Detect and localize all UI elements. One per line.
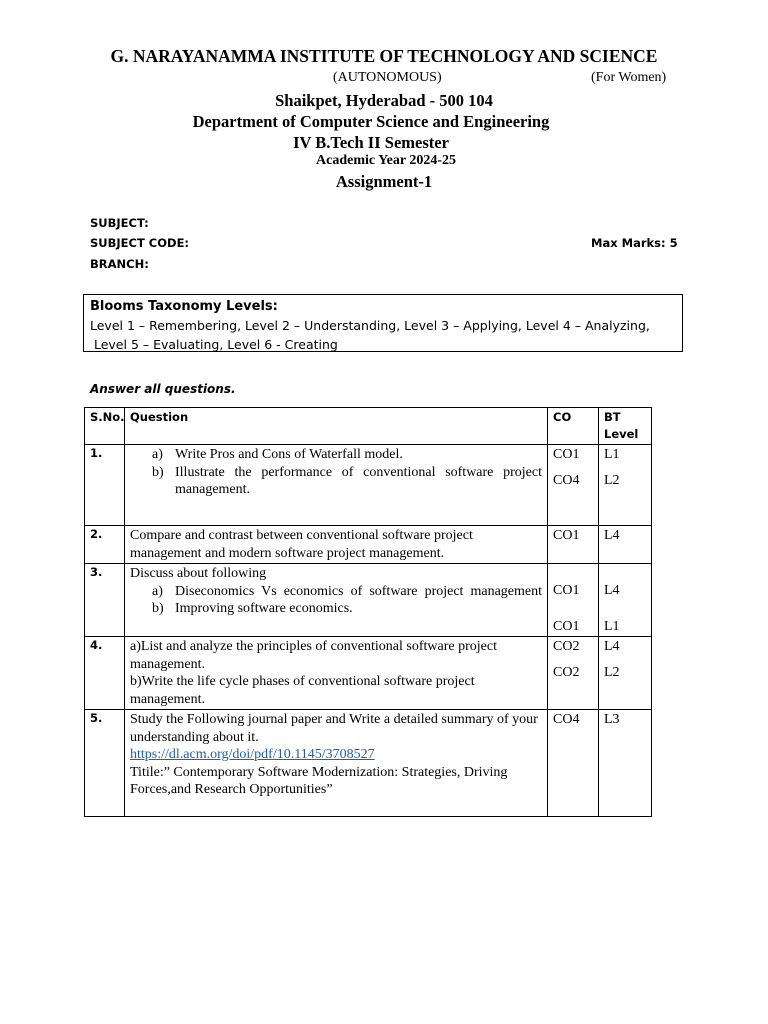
question-intro: Discuss about following [130, 566, 267, 581]
assignment-title: Assignment-1 [335, 172, 433, 191]
sub-question-b: b)Write the life cycle phases of conventional software project management. [130, 674, 475, 707]
paper-title: Titile:” Contemporary Software Modernization: Strategies, Driving Forces,and Research Opportunities” [130, 764, 508, 797]
row-co [548, 445, 599, 526]
row-bt-level [599, 564, 652, 637]
journal-link[interactable]: https://dl.acm.org/doi/pdf/10.1145/3708527 [130, 747, 375, 762]
row-bt-level: L3 [599, 710, 652, 817]
row-sno: 5. [85, 710, 125, 817]
blooms-title: Blooms Taxonomy Levels: [90, 299, 278, 314]
bt-value: L4 [604, 639, 620, 654]
co-value: CO2 [553, 664, 580, 680]
sub-question-b: Illustrate the performance of conventional software project management. [175, 464, 542, 497]
sub-question-a: Diseconomics Vs economics of software project management [175, 583, 542, 599]
header-bt-level: BT Level [599, 408, 652, 445]
sub-question-a: a)List and analyze the principles of conventional software project management. [130, 639, 497, 672]
header-question: Question [125, 408, 548, 445]
row-co: CO4 [548, 710, 599, 817]
table-row [85, 710, 652, 817]
row-question [125, 637, 548, 710]
table-row [85, 445, 652, 526]
table-header-row [85, 408, 652, 445]
co-value: CO4 [553, 472, 580, 488]
table-row [85, 637, 652, 710]
row-sno: 4. [85, 637, 125, 710]
co-value: CO1 [553, 583, 580, 598]
blooms-levels-line-2: Level 5 – Evaluating, Level 6 - Creating [90, 337, 338, 352]
header-co: CO [548, 408, 599, 445]
row-question [125, 710, 548, 817]
bt-value: L1 [604, 618, 620, 634]
max-marks-label: Max Marks: 5 [591, 236, 678, 250]
row-sno: 2. [85, 526, 125, 564]
row-question [125, 445, 548, 526]
bt-value: L2 [604, 664, 620, 680]
row-co [548, 564, 599, 637]
branch-label: BRANCH: [90, 257, 149, 271]
blooms-levels-line-1: Level 1 – Remembering, Level 2 – Understanding, Level 3 – Applying, Level 4 – Analyzing, [90, 318, 650, 333]
subject-label: SUBJECT: [90, 216, 149, 230]
sub-marker: a) [152, 447, 163, 462]
row-sno: 1. [85, 445, 125, 526]
academic-year: Academic Year 2024-25 [316, 153, 456, 168]
institute-address: Shaikpet, Hyderabad - 500 104 [275, 91, 493, 110]
instruction-text: Answer all questions. [90, 382, 236, 396]
question-text: Study the Following journal paper and Write a detailed summary of your understanding about it. [130, 712, 538, 745]
subject-code-label: SUBJECT CODE: [90, 236, 190, 250]
sub-question-a: Write Pros and Cons of Waterfall model. [175, 447, 403, 462]
bt-value: L4 [604, 583, 620, 598]
sub-question-b: Improving software economics. [175, 601, 353, 616]
semester-label: IV B.Tech II Semester [293, 133, 449, 152]
table-row [85, 564, 652, 637]
institute-name: G. NARAYANAMMA INSTITUTE OF TECHNOLOGY AND SCIENCE [110, 46, 658, 66]
row-bt-level [599, 637, 652, 710]
sub-marker: a) [152, 583, 163, 599]
for-women-label: (For Women) [591, 70, 667, 85]
blooms-taxonomy-box [83, 294, 683, 352]
co-value: CO1 [553, 447, 580, 462]
co-value: CO2 [553, 639, 580, 654]
autonomous-label: (AUTONOMOUS) [333, 70, 442, 85]
bt-value: L1 [604, 447, 620, 462]
row-question: Compare and contrast between conventional software project management and modern software project management. [125, 526, 548, 564]
row-bt-level: L4 [599, 526, 652, 564]
questions-table [84, 407, 652, 817]
row-co: CO1 [548, 526, 599, 564]
table-row [85, 526, 652, 564]
header-sno: S.No. [85, 408, 125, 445]
co-value: CO1 [553, 618, 580, 634]
row-question [125, 564, 548, 637]
department-name: Department of Computer Science and Engineering [192, 112, 550, 131]
bt-value: L2 [604, 472, 620, 488]
row-bt-level [599, 445, 652, 526]
row-co [548, 637, 599, 710]
sub-marker: b) [152, 464, 164, 480]
row-sno: 3. [85, 564, 125, 637]
sub-marker: b) [152, 601, 164, 616]
